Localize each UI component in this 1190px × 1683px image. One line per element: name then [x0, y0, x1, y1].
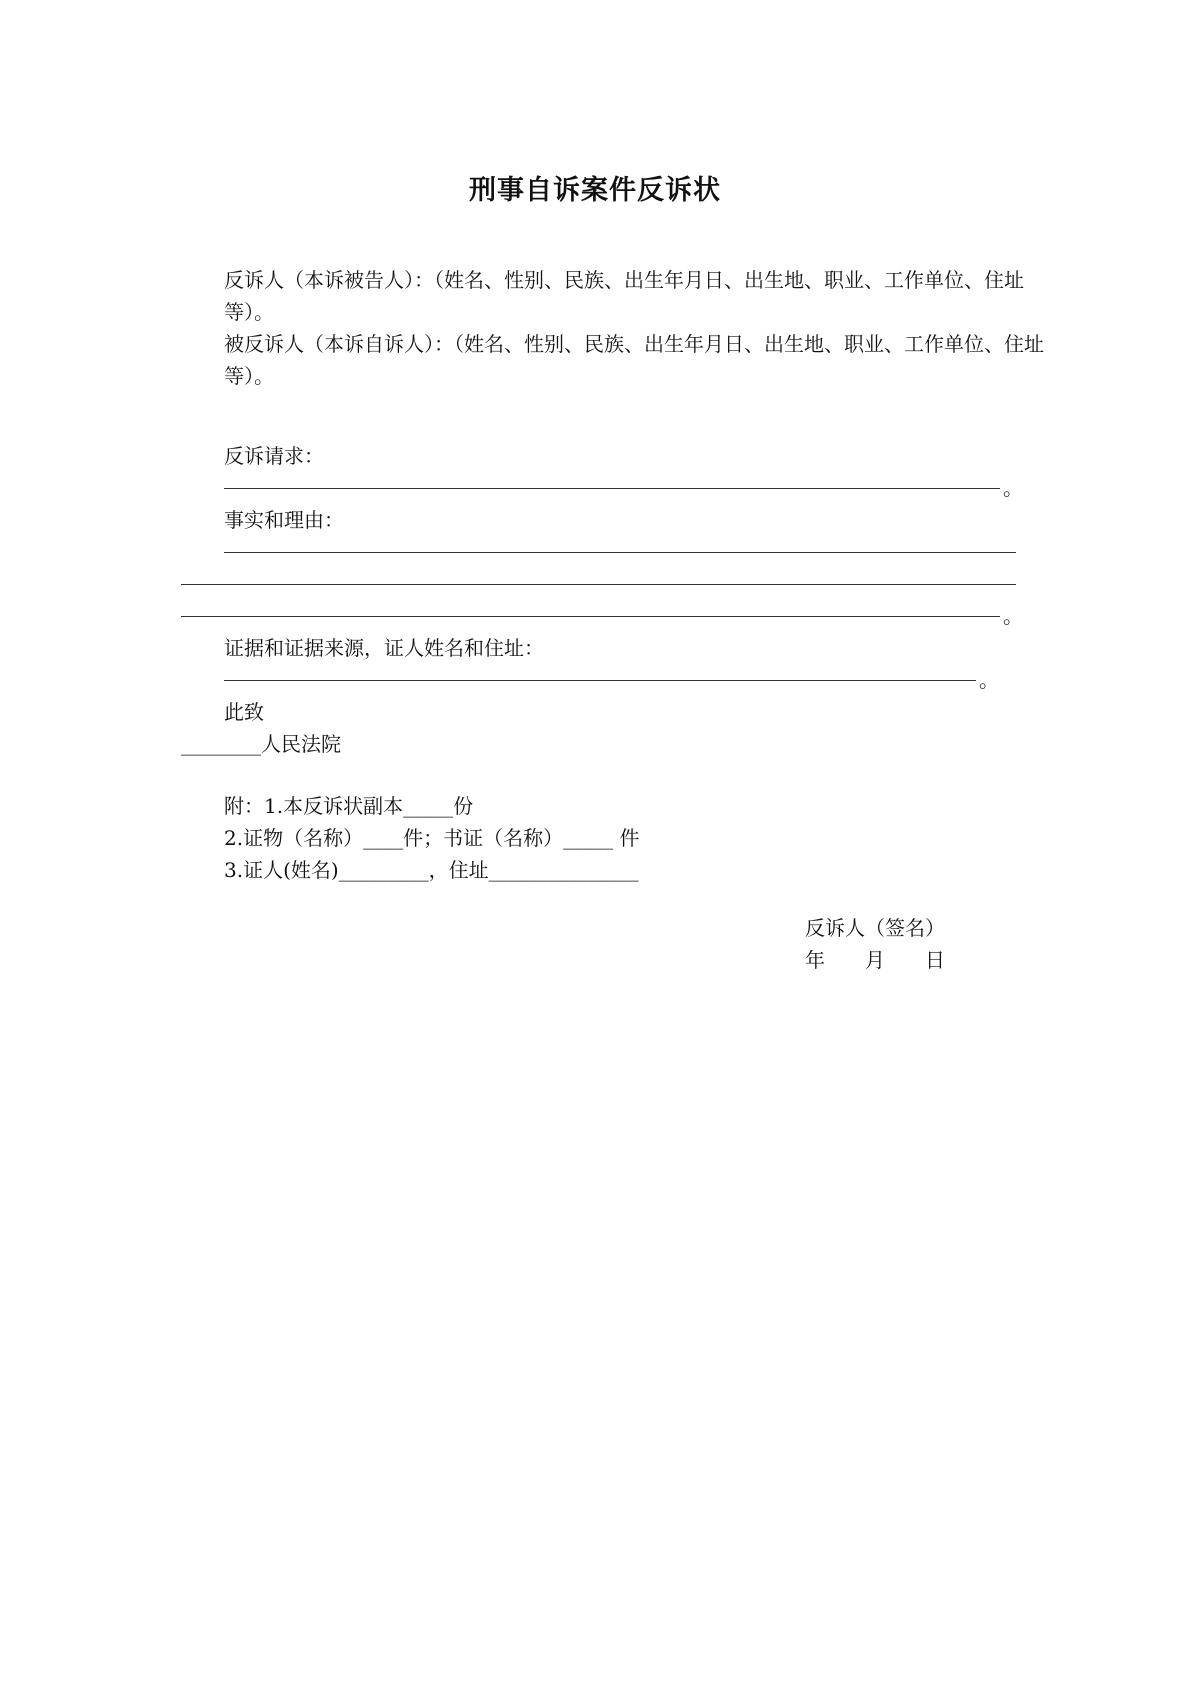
facts-rule-1 — [224, 552, 1016, 553]
claims-rule — [224, 488, 1000, 489]
attachment-item-1: 附：1.本反诉状副本_____份 — [224, 794, 474, 818]
closing-court: ________人民法院 — [181, 732, 341, 756]
facts-period: 。 — [1003, 604, 1023, 628]
claims-period: 。 — [1003, 476, 1023, 500]
signature-date: 年 月 日 — [805, 948, 945, 972]
facts-blank-2 — [181, 568, 1016, 600]
evidence-label: 证据和证据来源，证人姓名和住址： — [224, 636, 544, 660]
closing-respectfully: 此致 — [224, 700, 264, 724]
facts-blank-1 — [181, 536, 1016, 568]
claims-blank — [181, 472, 1023, 504]
evidence-period: 。 — [979, 668, 999, 692]
facts-rule-2 — [181, 584, 1016, 585]
counter-defendant-info: 被反诉人（本诉自诉人）：（姓名、性别、民族、出生年月日、出生地、职业、工作单位、住址等）。 — [224, 332, 1044, 388]
evidence-blank — [181, 664, 1016, 696]
counter-plaintiff-info: 反诉人（本诉被告人）：（姓名、性别、民族、出生年月日、出生地、职业、工作单位、住址等）。 — [224, 268, 1024, 324]
facts-blank-3 — [181, 600, 1023, 632]
evidence-rule — [224, 680, 976, 681]
claims-label: 反诉请求： — [224, 444, 324, 468]
attachment-item-2: 2.证物（名称）____件；书证（名称）_____ 件 — [224, 826, 640, 850]
attachment-item-3: 3.证人(姓名)_________，住址_______________ — [224, 858, 639, 882]
document-title: 刑事自诉案件反诉状 — [469, 175, 721, 206]
signature-signer: 反诉人（签名） — [805, 916, 945, 940]
facts-label: 事实和理由： — [224, 508, 344, 532]
facts-rule-3 — [181, 616, 1000, 617]
